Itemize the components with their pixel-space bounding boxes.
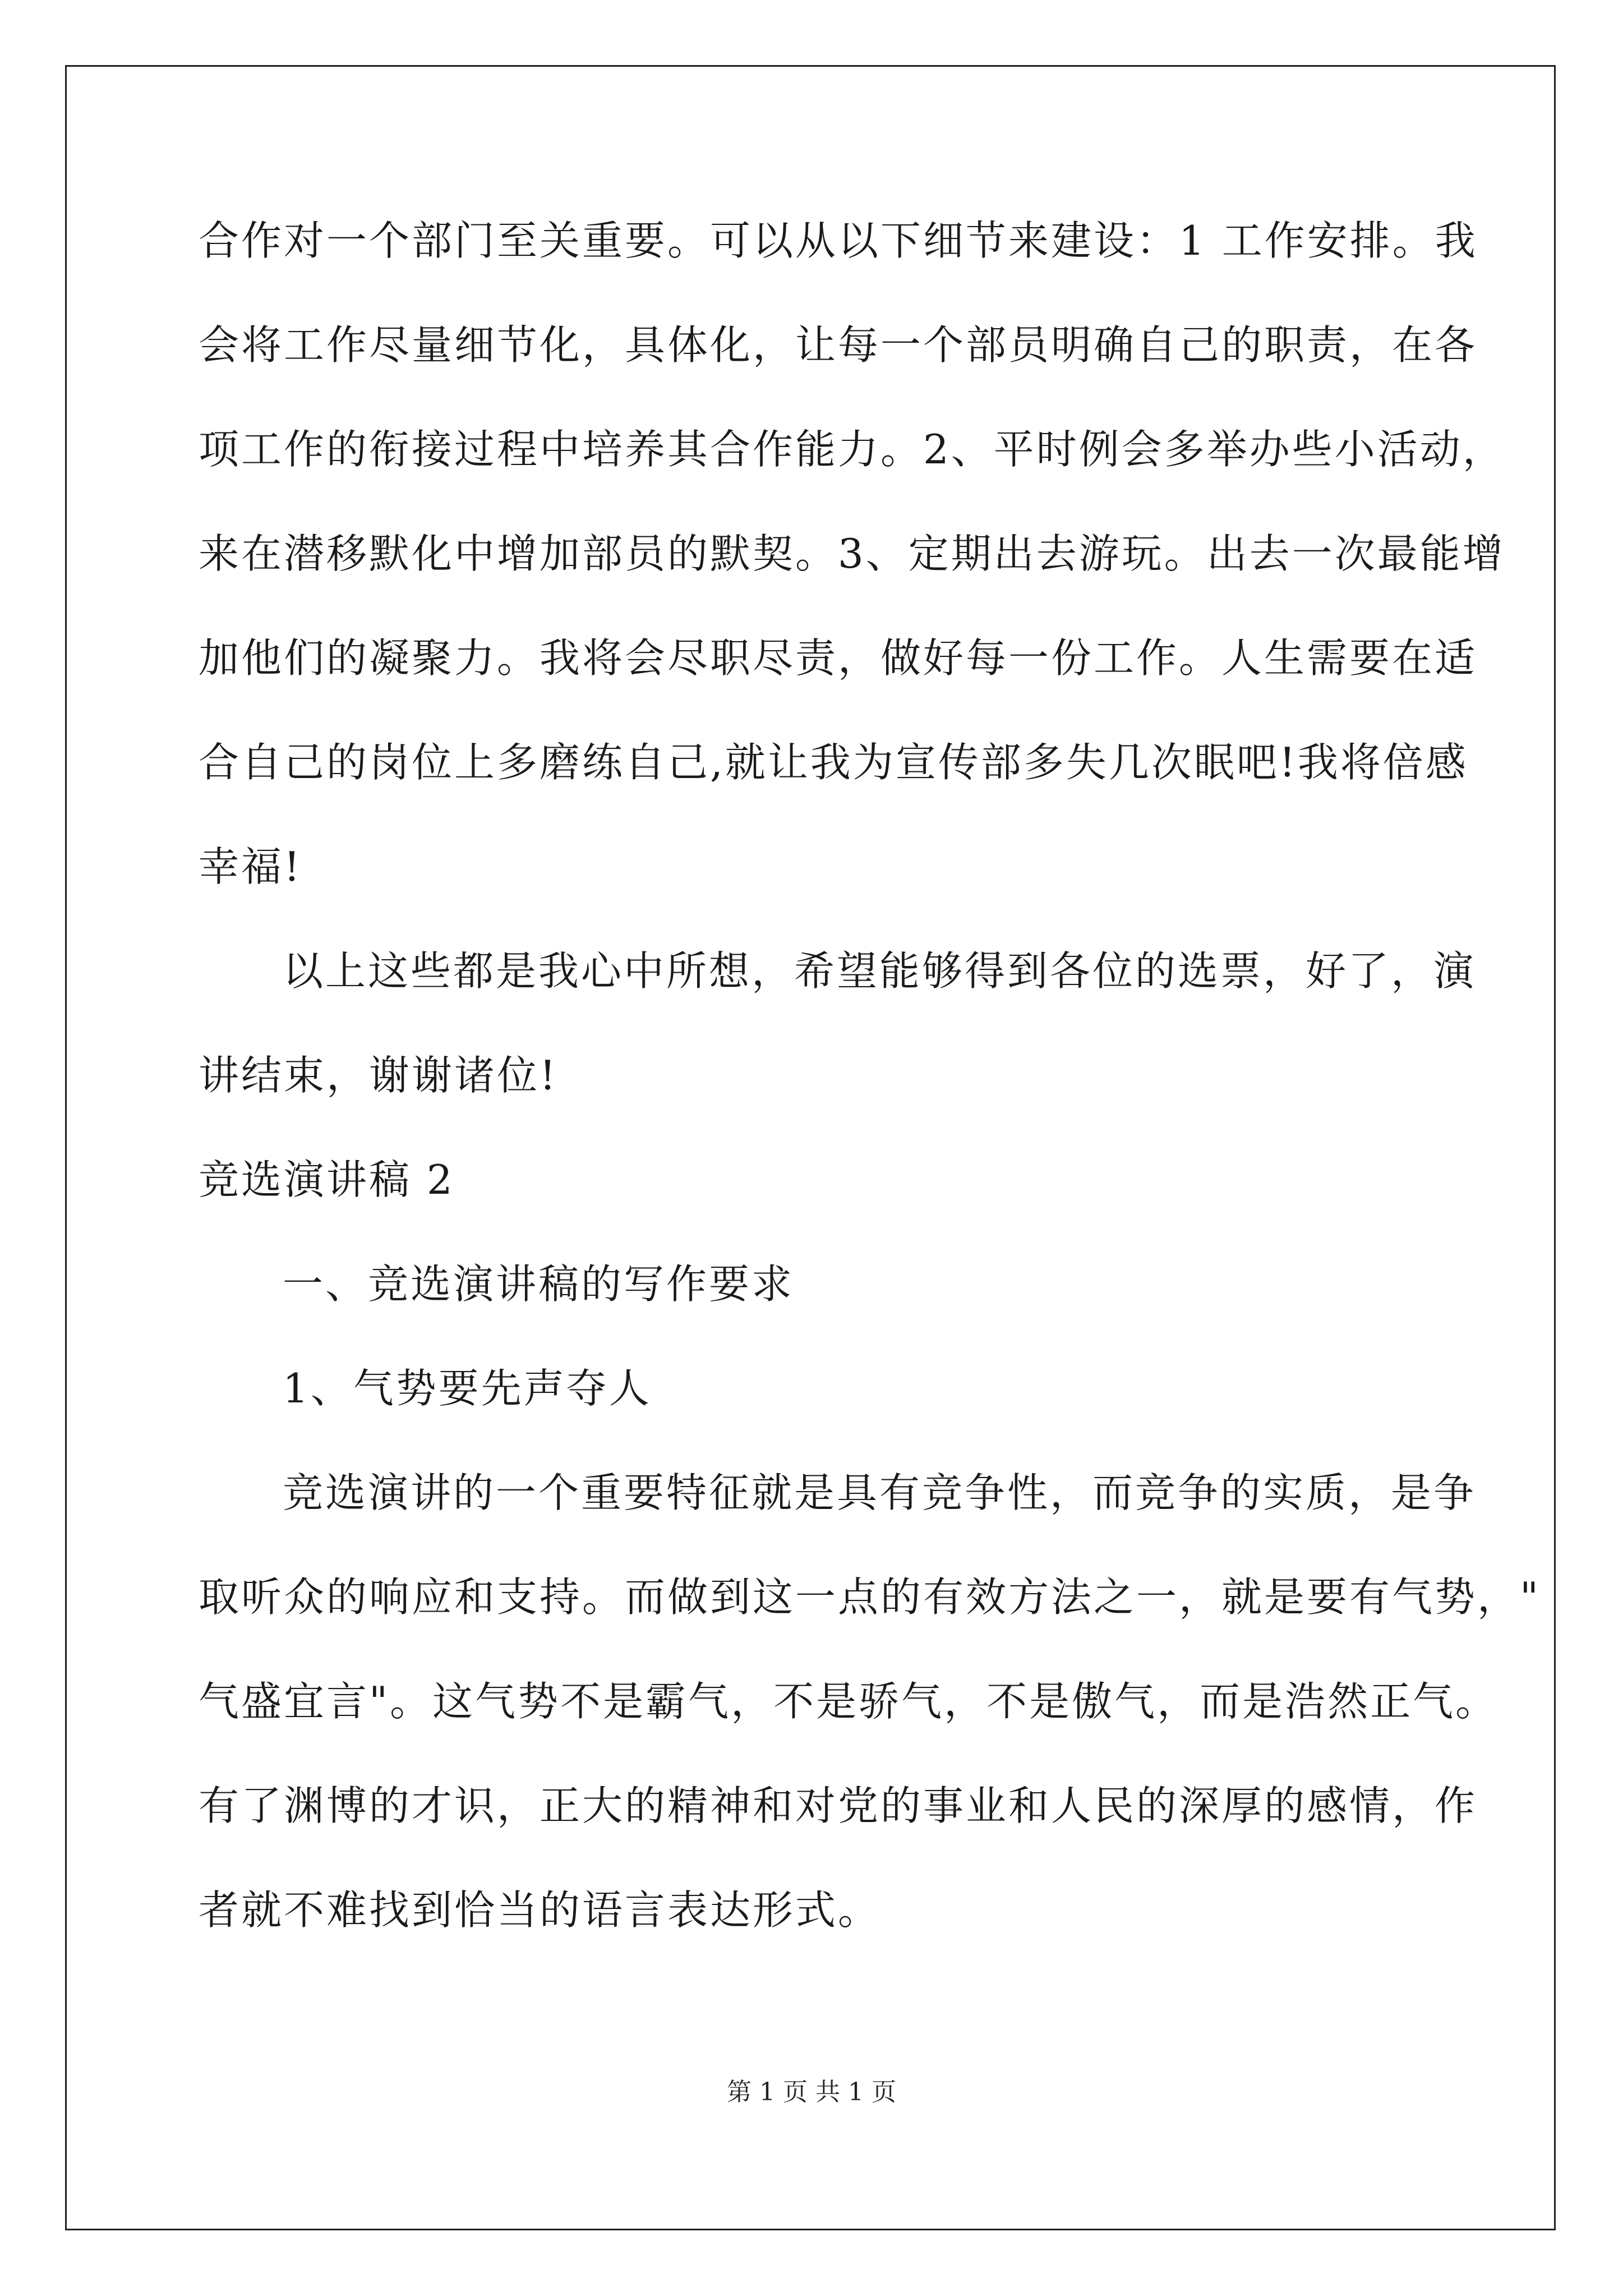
text-line: 合自己的岗位上多磨练自己,就让我为宣传部多失几次眠吧!我将倍感 [199, 739, 1468, 786]
section-heading: 竞选演讲稿 2 [199, 1156, 455, 1203]
text-line: 有了渊博的才识，正大的精神和对党的事业和人民的深厚的感情，作 [199, 1782, 1478, 1829]
text-line: 讲结束，谢谢诸位! [199, 1052, 558, 1099]
text-line: 加他们的凝聚力。我将会尽职尽责，做好每一份工作。人生需要在适 [199, 634, 1478, 682]
text-line: 竞选演讲的一个重要特征就是具有竞争性，而竞争的实质，是争 [283, 1469, 1477, 1516]
text-line: 者就不难找到恰当的语言表达形式。 [199, 1887, 881, 1934]
subheading: 1、气势要先声夺人 [283, 1365, 652, 1412]
text-line: 幸福! [199, 843, 302, 890]
page-number-footer: 第 1 页 共 1 页 [727, 2078, 896, 2106]
subheading: 一、竞选演讲稿的写作要求 [283, 1260, 795, 1308]
text-line: 以上这些都是我心中所想，希望能够得到各位的选票，好了，演 [283, 947, 1477, 995]
text-line: 项工作的衔接过程中培养其合作能力。2、平时例会多举办些小活动， [199, 426, 1505, 473]
text-line: 会将工作尽量细节化，具体化，让每一个部员明确自己的职责，在各 [199, 321, 1478, 369]
text-line: 气盛宜言"。这气势不是霸气，不是骄气，不是傲气，而是浩然正气。 [199, 1678, 1498, 1725]
text-line: 合作对一个部门至关重要。可以从以下细节来建设：1 工作安排。我 [199, 217, 1478, 264]
text-line: 取听众的响应和支持。而做到这一点的有效方法之一，就是要有气势，" [199, 1573, 1541, 1621]
text-line: 来在潜移默化中增加部员的默契。3、定期出去游玩。出去一次最能增 [199, 530, 1505, 577]
